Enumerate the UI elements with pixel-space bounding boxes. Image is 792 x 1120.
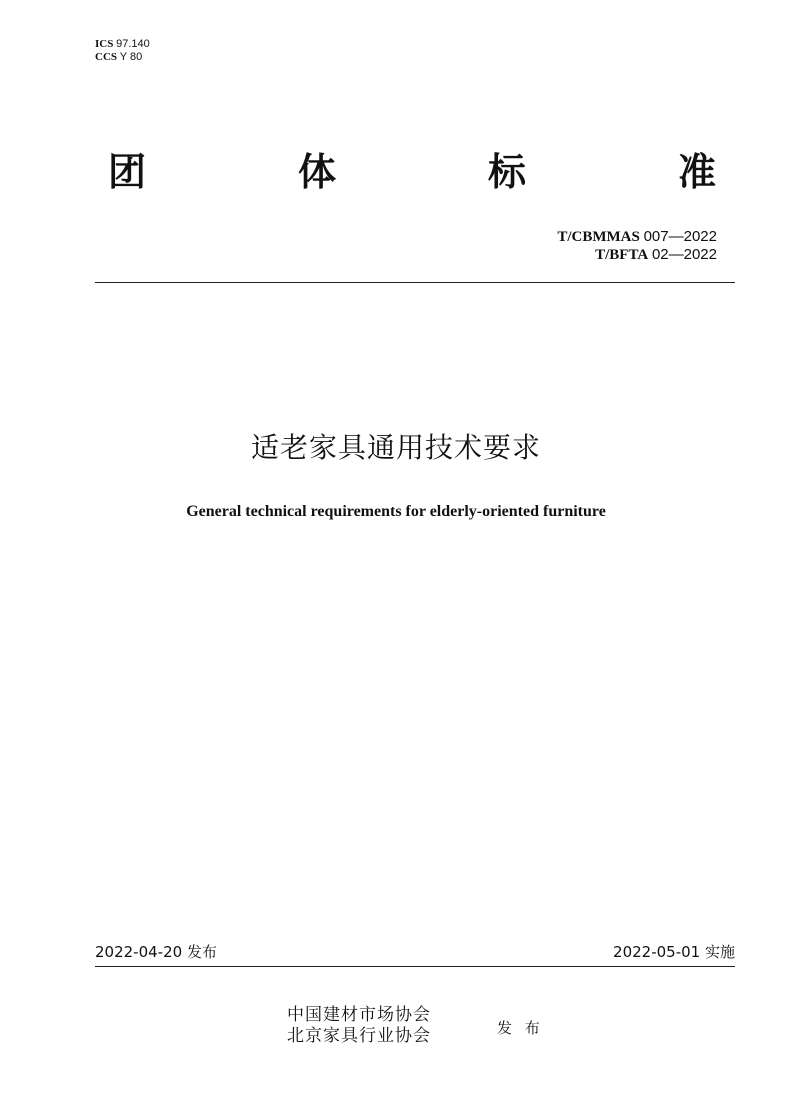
ics-line bbox=[95, 38, 150, 51]
standard-number-2-value: 02—2022 bbox=[651, 246, 717, 263]
issuers bbox=[287, 1005, 431, 1047]
ccs-label: CCS bbox=[95, 51, 118, 63]
standard-number-1-prefix: T/CBMMAS bbox=[557, 229, 640, 245]
title-english: General technical requirements for elderly-oriented furniture bbox=[186, 503, 606, 520]
issuer-1: 中国建材市场协会 bbox=[287, 1005, 431, 1025]
standard-numbers bbox=[557, 228, 717, 264]
top-divider bbox=[95, 282, 735, 283]
bottom-divider bbox=[95, 966, 735, 967]
implement-date: 2022-05-01 实施 bbox=[613, 943, 735, 961]
ccs-line bbox=[95, 51, 150, 64]
standard-number-1-value: 007—2022 bbox=[643, 228, 717, 245]
issue-label: 发 布 bbox=[497, 1019, 544, 1037]
issuer-2: 北京家具行业协会 bbox=[287, 1026, 431, 1046]
standard-number-2-prefix: T/BFTA bbox=[595, 247, 649, 263]
classification-codes bbox=[95, 38, 150, 64]
standard-number-2 bbox=[557, 246, 717, 264]
ics-value: 97.140 bbox=[116, 38, 150, 50]
header-char-2: 体 bbox=[298, 150, 337, 194]
header-char-4: 准 bbox=[678, 150, 717, 194]
header-char-3: 标 bbox=[488, 150, 527, 194]
title-chinese: 适老家具通用技术要求 bbox=[250, 431, 541, 464]
ics-label: ICS bbox=[95, 38, 114, 50]
ccs-value: Y 80 bbox=[119, 51, 143, 63]
header-char-1: 团 bbox=[108, 150, 147, 194]
issue-date: 2022-04-20 发布 bbox=[95, 943, 217, 961]
standard-number-1 bbox=[557, 228, 717, 246]
